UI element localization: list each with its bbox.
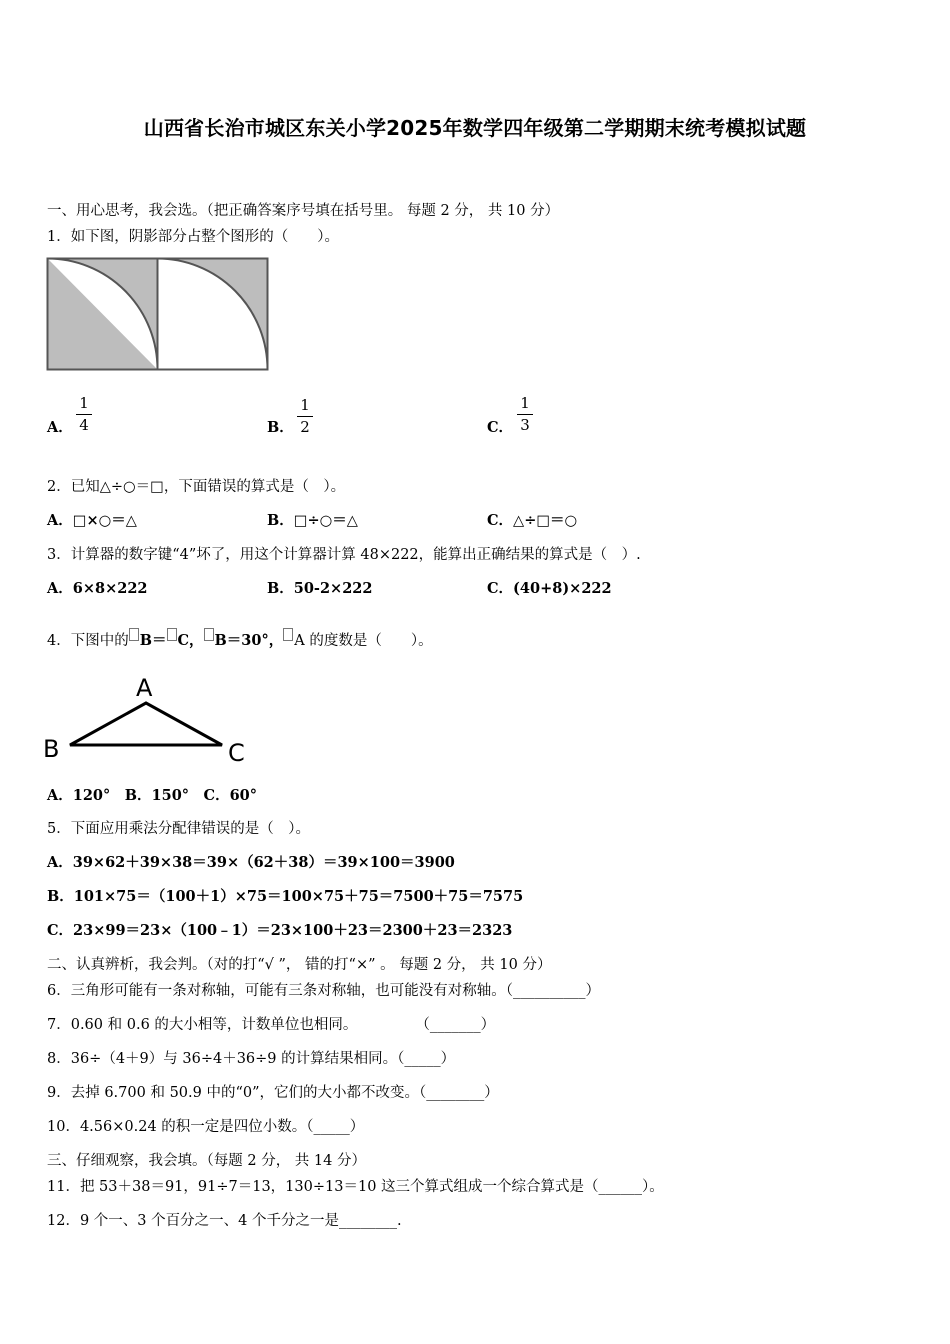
- q1-option-a-fraction: [76, 394, 92, 435]
- q4-stem-b2: B＝30°，: [214, 632, 284, 649]
- fraction-denominator: 2: [300, 418, 310, 436]
- vertex-b-label: B: [43, 735, 60, 763]
- q2-stem: 2．已知△÷○＝□，下面错误的算式是（ ）。: [47, 479, 346, 495]
- q3-option-c: C．(40+8)×222: [487, 580, 612, 597]
- q10: 10．4.56×0.24 的积一定是四位小数。（_____）: [47, 1119, 365, 1135]
- angle-symbol-icon: [283, 628, 293, 641]
- q1-option-b-fraction: [297, 396, 313, 437]
- q4-stem: [47, 628, 433, 650]
- q11: 11．把 53＋38＝91，91÷7＝13，130÷13＝10 这三个算式组成一个综合算式是（______）。: [47, 1179, 664, 1195]
- q1-figure: [46, 257, 270, 372]
- q12: 12．9 个一、3 个百分之一、4 个千分之一是________.: [47, 1213, 402, 1229]
- section2-heading: 二、认真辨析，我会判。（对的打“√ ”， 错的打“×” 。 每题 2 分， 共 10 分）: [47, 957, 552, 973]
- q5-option-c: C．23×99＝23×（100﹣1）＝23×100＋23＝2300＋23＝2323: [47, 922, 513, 939]
- fraction-numerator: 1: [79, 394, 89, 412]
- fraction-numerator: 1: [520, 394, 530, 412]
- q3-stem: 3．计算器的数字键“4”坏了，用这个计算器计算 48×222，能算出正确结果的算式是（ ）.: [47, 547, 641, 563]
- q5-stem: 5．下面应用乘法分配律错误的是（ ）。: [47, 821, 310, 837]
- q4-stem-b1: B＝: [139, 632, 167, 649]
- vertex-a-label: A: [136, 674, 153, 702]
- q5-option-b: B．101×75＝（100＋1）×75＝100×75＋75＝7500＋75＝7575: [47, 888, 524, 905]
- q4-stem-c: C，: [177, 632, 204, 649]
- q2-option-c: C．△÷□＝○: [487, 512, 578, 529]
- vertex-c-label: C: [228, 739, 245, 767]
- q1-option-c-label: C．: [487, 419, 514, 436]
- fraction-denominator: 4: [79, 416, 89, 434]
- fraction-numerator: 1: [300, 396, 310, 414]
- q2-option-b: B．□÷○＝△: [267, 512, 358, 529]
- q4-options: A．120° B．150° C．60°: [47, 787, 258, 804]
- q4-stem-prefix: 4．下图中的: [47, 633, 129, 649]
- q1-option-a-label: A．: [47, 419, 73, 436]
- q1-option-c-fraction: [517, 394, 533, 435]
- q6: 6．三角形可能有一条对称轴，可能有三条对称轴，也可能没有对称轴。（__________）: [47, 983, 600, 999]
- angle-symbol-icon: [167, 628, 177, 641]
- section1-heading: 一、用心思考，我会选。（把正确答案序号填在括号里。 每题 2 分， 共 10 分）: [47, 203, 560, 219]
- q3-option-a: A．6×8×222: [47, 580, 148, 597]
- q4-triangle-figure: [40, 670, 260, 770]
- q4-stem-a: A 的度数是（ ）。: [294, 633, 433, 649]
- page-title: 山西省长治市城区东关小学2025年数学四年级第二学期期末统考模拟试题: [143, 116, 807, 140]
- fraction-denominator: 3: [520, 416, 530, 434]
- angle-symbol-icon: [204, 628, 214, 641]
- q7: 7．0.60 和 0.6 的大小相等，计数单位也相同。 （_______）: [47, 1017, 496, 1033]
- angle-symbol-icon: [129, 628, 139, 641]
- q2-option-a: A．□×○＝△: [47, 512, 137, 529]
- triangle-shape: [70, 703, 222, 745]
- q9: 9．去掉 6.700 和 50.9 中的“0”，它们的大小都不改变。（________）: [47, 1085, 499, 1101]
- q8: 8．36÷（4＋9）与 36÷4＋36÷9 的计算结果相同。（_____）: [47, 1051, 456, 1067]
- q1-stem: 1．如下图，阴影部分占整个图形的（ ）。: [47, 229, 339, 245]
- q1-option-b-label: B．: [267, 419, 294, 436]
- q3-option-b: B．50-2×222: [267, 580, 373, 597]
- section3-heading: 三、仔细观察，我会填。（每题 2 分， 共 14 分）: [47, 1153, 366, 1169]
- q5-option-a: A．39×62＋39×38＝39×（62＋38）＝39×100＝3900: [47, 854, 455, 871]
